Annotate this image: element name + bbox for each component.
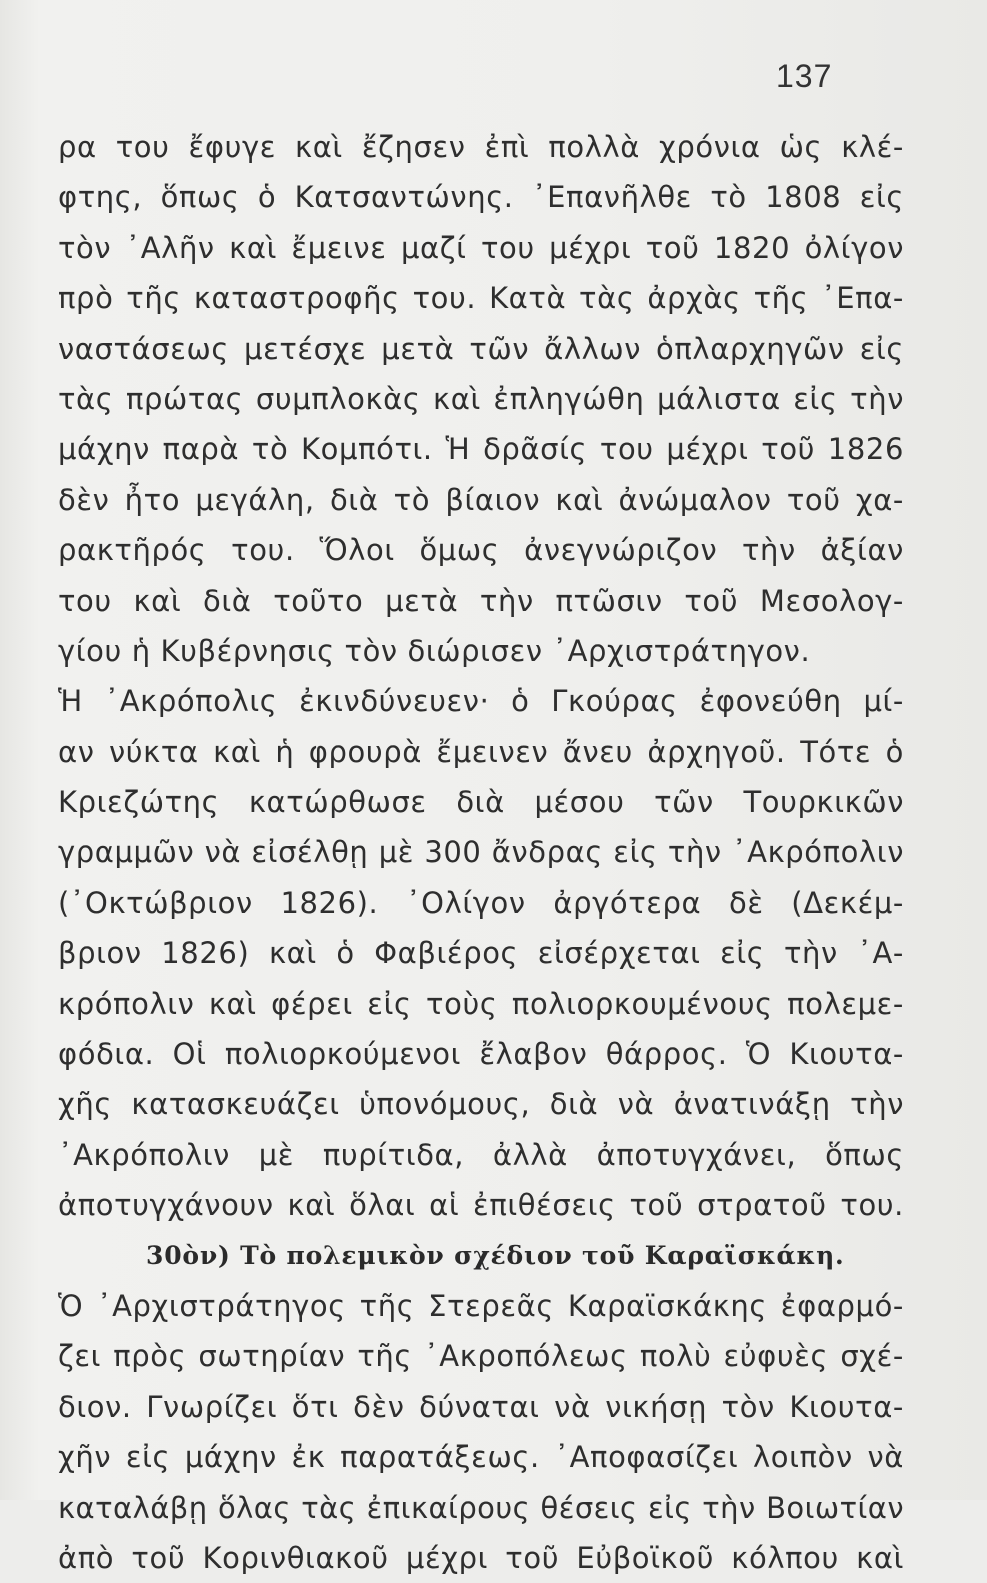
text-line: διον. Γνωρίζει ὅτι δὲν δύναται νὰ νικήσῃ τὸν Κιουτα- bbox=[58, 1389, 904, 1424]
text-line: τὸν ᾿Αλῆν καὶ ἔμεινε μαζί του μέχρι τοῦ 1820 ὀλίγον bbox=[58, 230, 904, 265]
text-line: Ἡ ᾿Ακρόπολις ἐκινδύνευεν· ὁ Γκούρας ἐφονεύθη μί- bbox=[58, 684, 904, 719]
text-line: τὰς πρώτας συμπλοκὰς καὶ ἐπληγώθη μάλιστα εἰς τὴν bbox=[58, 381, 904, 416]
text-line: κρόπολιν καὶ φέρει εἰς τοὺς πολιορκουμένους πολεμε- bbox=[58, 986, 904, 1021]
section-heading: 30ὸν) Τὸ πολεμικὸν σχέδιον τοῦ Καραϊσκάκη. bbox=[146, 1240, 845, 1270]
text-line: φόδια. Οἱ πολιορκούμενοι ἔλαβον θάρρος. Ὁ Κιουτα- bbox=[58, 1037, 904, 1072]
text-line: δὲν ἦτο μεγάλη, διὰ τὸ βίαιον καὶ ἀνώμαλον τοῦ χα- bbox=[58, 482, 904, 517]
text-line: χῆν εἰς μάχην ἐκ παρατάξεως. ᾿Αποφασίζει λοιπὸν νὰ bbox=[58, 1440, 904, 1475]
text-line: γίου ἡ Κυβέρνησις τὸν διώρισεν ᾿Αρχιστράτηγον. bbox=[58, 633, 811, 668]
text-line: ἀπὸ τοῦ Κορινθιακοῦ μέχρι τοῦ Εὐβοϊκοῦ κόλπου καὶ bbox=[58, 1540, 904, 1575]
text-line: Κριεζώτης κατώρθωσε διὰ μέσου τῶν Τουρκικῶν bbox=[58, 785, 904, 820]
text-line: βριον 1826) καὶ ὁ Φαβιέρος εἰσέρχεται εἰς τὴν ᾿Α- bbox=[58, 936, 904, 971]
text-line: του καὶ διὰ τοῦτο μετὰ τὴν πτῶσιν τοῦ Μεσολογ- bbox=[58, 583, 904, 618]
text-line: καταλάβῃ ὅλας τὰς ἐπικαίρους θέσεις εἰς τὴν Βοιωτίαν bbox=[58, 1490, 904, 1525]
text-line: (᾿Οκτώβριον 1826). ᾿Ολίγον ἀργότερα δὲ (Δεκέμ- bbox=[58, 885, 904, 920]
text-line: ζει πρὸς σωτηρίαν τῆς ᾿Ακροπόλεως πολὺ εὐφυὲς σχέ- bbox=[58, 1339, 904, 1374]
body-text bbox=[58, 122, 904, 1583]
text-line: ἀποτυγχάνουν καὶ ὅλαι αἱ ἐπιθέσεις τοῦ στρατοῦ του. bbox=[58, 1188, 904, 1223]
text-line: φτης, ὅπως ὁ Κατσαντώνης. ᾿Επανῆλθε τὸ 1808 εἰς bbox=[58, 180, 904, 215]
text-line: μάχην παρὰ τὸ Κομπότι. Ἡ δρᾶσίς του μέχρι τοῦ 1826 bbox=[58, 432, 904, 467]
text-line: πρὸ τῆς καταστροφῆς του. Κατὰ τὰς ἀρχὰς τῆς ᾿Επα- bbox=[58, 281, 904, 316]
text-line: ρακτῆρός του. Ὅλοι ὅμως ἀνεγνώριζον τὴν ἀξίαν bbox=[58, 533, 904, 568]
text-line: Ὁ ᾿Αρχιστράτηγος τῆς Στερεᾶς Καραϊσκάκης ἐφαρμό- bbox=[58, 1288, 904, 1323]
text-line: αν νύκτα καὶ ἡ φρουρὰ ἔμεινεν ἄνευ ἀρχηγοῦ. Τότε ὁ bbox=[58, 734, 904, 769]
text-line: χῆς κατασκευάζει ὑπονόμους, διὰ νὰ ἀνατινάξῃ τὴν bbox=[58, 1087, 904, 1122]
page-number: 137 bbox=[776, 58, 833, 94]
text-line: ναστάσεως μετέσχε μετὰ τῶν ἄλλων ὁπλαρχηγῶν εἰς bbox=[58, 331, 904, 366]
text-line: ρα του ἔφυγε καὶ ἔζησεν ἐπὶ πολλὰ χρόνια ὡς κλέ- bbox=[58, 130, 904, 164]
text-line: ᾿Ακρόπολιν μὲ πυρίτιδα, ἀλλὰ ἀποτυγχάνει, ὅπως bbox=[58, 1137, 904, 1172]
text-line: γραμμῶν νὰ εἰσέλθῃ μὲ 300 ἄνδρας εἰς τὴν ᾿Ακρόπολιν bbox=[58, 835, 904, 870]
